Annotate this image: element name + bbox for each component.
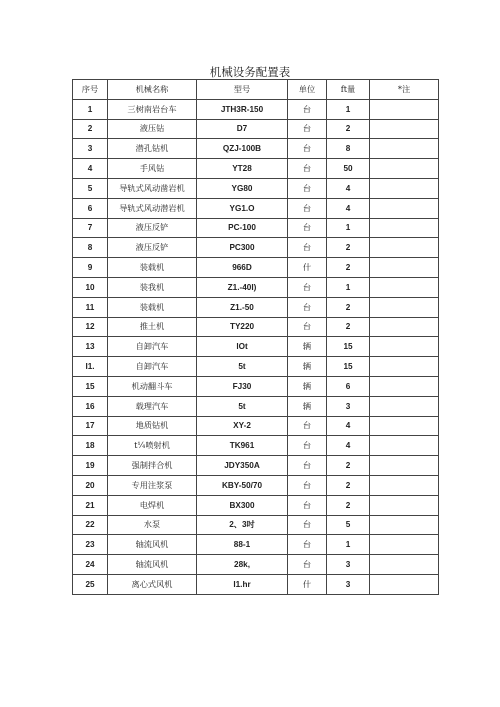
cell-no: 17 — [73, 416, 108, 436]
cell-name: 装载机 — [108, 258, 197, 278]
cell-no: 2 — [73, 119, 108, 139]
cell-no: 5 — [73, 178, 108, 198]
cell-qty: 2 — [327, 297, 370, 317]
table-row — [73, 396, 439, 416]
cell-name: 三树南岩台车 — [108, 99, 197, 119]
cell-unit: 台 — [288, 218, 327, 238]
cell-no: 13 — [73, 337, 108, 357]
cell-qty: 2 — [327, 119, 370, 139]
cell-qty: 3 — [327, 555, 370, 575]
cell-note — [370, 337, 439, 357]
cell-name: 自卸汽车 — [108, 357, 197, 377]
cell-no: 15 — [73, 376, 108, 396]
table-row — [73, 357, 439, 377]
cell-model: FJ30 — [197, 376, 288, 396]
cell-model: 2、3吋 — [197, 515, 288, 535]
cell-name: 强制拌合机 — [108, 456, 197, 476]
cell-no: 1 — [73, 99, 108, 119]
cell-no: 9 — [73, 258, 108, 278]
cell-qty: 15 — [327, 337, 370, 357]
cell-note — [370, 238, 439, 258]
cell-unit: 台 — [288, 119, 327, 139]
table-row — [73, 416, 439, 436]
cell-unit: 台 — [288, 515, 327, 535]
cell-model: JDY350A — [197, 456, 288, 476]
cell-unit: 台 — [288, 555, 327, 575]
cell-no: 6 — [73, 198, 108, 218]
table-title: 机械设务配置表 — [209, 65, 291, 79]
cell-name: 载理汽车 — [108, 396, 197, 416]
cell-no: 22 — [73, 515, 108, 535]
table-row — [73, 574, 439, 594]
cell-name: 装我机 — [108, 277, 197, 297]
cell-qty: 4 — [327, 198, 370, 218]
cell-model: YT28 — [197, 159, 288, 179]
cell-name: 导轨式风动潜岩机 — [108, 198, 197, 218]
cell-qty: 5 — [327, 515, 370, 535]
cell-qty: 2 — [327, 495, 370, 515]
cell-no: 16 — [73, 396, 108, 416]
cell-note — [370, 436, 439, 456]
table-row — [73, 337, 439, 357]
cell-no: 7 — [73, 218, 108, 238]
cell-qty: 4 — [327, 178, 370, 198]
cell-name: 轴流风机 — [108, 535, 197, 555]
cell-no: 25 — [73, 574, 108, 594]
cell-name: 装载机 — [108, 297, 197, 317]
cell-note — [370, 119, 439, 139]
cell-qty: 2 — [327, 475, 370, 495]
cell-unit: 台 — [288, 416, 327, 436]
header-note: *注 — [370, 80, 439, 100]
cell-model: 5t — [197, 396, 288, 416]
cell-note — [370, 99, 439, 119]
cell-note — [370, 416, 439, 436]
table-row — [73, 258, 439, 278]
cell-no: 8 — [73, 238, 108, 258]
table-header-row — [73, 80, 439, 100]
cell-model: Z1.-50 — [197, 297, 288, 317]
cell-unit: 台 — [288, 535, 327, 555]
cell-name: 机动翻斗车 — [108, 376, 197, 396]
cell-qty: 1 — [327, 535, 370, 555]
cell-unit: 台 — [288, 159, 327, 179]
table-row — [73, 218, 439, 238]
cell-unit: 台 — [288, 436, 327, 456]
cell-model: PC300 — [197, 238, 288, 258]
cell-no: 24 — [73, 555, 108, 575]
cell-note — [370, 376, 439, 396]
cell-note — [370, 277, 439, 297]
cell-qty: 1 — [327, 99, 370, 119]
cell-model: TK961 — [197, 436, 288, 456]
cell-unit: 台 — [288, 475, 327, 495]
cell-unit: 台 — [288, 139, 327, 159]
cell-no: 3 — [73, 139, 108, 159]
table-row — [73, 277, 439, 297]
cell-no: 12 — [73, 317, 108, 337]
cell-model: 88-1 — [197, 535, 288, 555]
table-row — [73, 535, 439, 555]
table-row — [73, 238, 439, 258]
header-qty: ft量 — [327, 80, 370, 100]
table-row — [73, 159, 439, 179]
cell-name: 离心式风机 — [108, 574, 197, 594]
cell-name: 电焊机 — [108, 495, 197, 515]
cell-name: 液压反铲 — [108, 218, 197, 238]
cell-unit: 辆 — [288, 376, 327, 396]
cell-qty: 2 — [327, 258, 370, 278]
header-unit: 单位 — [288, 80, 327, 100]
header-name: 机械名称 — [108, 80, 197, 100]
cell-unit: 台 — [288, 99, 327, 119]
cell-unit: 什 — [288, 574, 327, 594]
cell-name: 自卸汽车 — [108, 337, 197, 357]
cell-name: 专用注浆泵 — [108, 475, 197, 495]
cell-qty: 2 — [327, 238, 370, 258]
cell-qty: 6 — [327, 376, 370, 396]
cell-unit: 台 — [288, 238, 327, 258]
cell-note — [370, 139, 439, 159]
cell-unit: 什 — [288, 258, 327, 278]
cell-no: 4 — [73, 159, 108, 179]
cell-unit: 台 — [288, 178, 327, 198]
cell-name: 地质钻机 — [108, 416, 197, 436]
equipment-table — [72, 79, 439, 595]
cell-model: JTH3R-150 — [197, 99, 288, 119]
cell-unit: 台 — [288, 495, 327, 515]
table-row — [73, 456, 439, 476]
cell-model: YG1.O — [197, 198, 288, 218]
cell-note — [370, 515, 439, 535]
cell-qty: 1 — [327, 218, 370, 238]
cell-model: YG80 — [197, 178, 288, 198]
cell-model: 5t — [197, 357, 288, 377]
cell-unit: 台 — [288, 297, 327, 317]
cell-no: 19 — [73, 456, 108, 476]
cell-note — [370, 535, 439, 555]
table-row — [73, 119, 439, 139]
cell-model: KBY-50/70 — [197, 475, 288, 495]
cell-no: 23 — [73, 535, 108, 555]
cell-qty: 50 — [327, 159, 370, 179]
cell-note — [370, 456, 439, 476]
cell-model: QZJ-100B — [197, 139, 288, 159]
cell-qty: 1 — [327, 277, 370, 297]
cell-name: 潜孔钻机 — [108, 139, 197, 159]
cell-model: TY220 — [197, 317, 288, 337]
cell-note — [370, 555, 439, 575]
table-row — [73, 495, 439, 515]
cell-qty: 8 — [327, 139, 370, 159]
table-body — [73, 99, 439, 594]
cell-name: 导轨式风动凿岩机 — [108, 178, 197, 198]
header-no: 序号 — [73, 80, 108, 100]
cell-model: lOt — [197, 337, 288, 357]
table-row — [73, 376, 439, 396]
cell-model: XY-2 — [197, 416, 288, 436]
cell-qty: 3 — [327, 574, 370, 594]
table-row — [73, 515, 439, 535]
table-row — [73, 555, 439, 575]
cell-note — [370, 317, 439, 337]
table-row — [73, 475, 439, 495]
cell-qty: 2 — [327, 456, 370, 476]
cell-no: 21 — [73, 495, 108, 515]
cell-note — [370, 258, 439, 278]
cell-qty: 2 — [327, 317, 370, 337]
cell-name: 液压钻 — [108, 119, 197, 139]
header-model: 型号 — [197, 80, 288, 100]
cell-model: Z1.-40I) — [197, 277, 288, 297]
cell-name: 液压反铲 — [108, 238, 197, 258]
cell-note — [370, 396, 439, 416]
cell-note — [370, 198, 439, 218]
cell-note — [370, 297, 439, 317]
cell-name: t¼喷射机 — [108, 436, 197, 456]
cell-model: PC-100 — [197, 218, 288, 238]
cell-unit: 辆 — [288, 337, 327, 357]
cell-name: 推土机 — [108, 317, 197, 337]
cell-no: 10 — [73, 277, 108, 297]
table-row — [73, 297, 439, 317]
cell-unit: 台 — [288, 277, 327, 297]
cell-note — [370, 475, 439, 495]
cell-note — [370, 218, 439, 238]
table-row — [73, 317, 439, 337]
cell-no: 18 — [73, 436, 108, 456]
cell-no: 20 — [73, 475, 108, 495]
cell-model: 28k, — [197, 555, 288, 575]
cell-note — [370, 574, 439, 594]
cell-name: 轴流风机 — [108, 555, 197, 575]
table-row — [73, 139, 439, 159]
cell-unit: 台 — [288, 456, 327, 476]
cell-note — [370, 495, 439, 515]
cell-name: 水泵 — [108, 515, 197, 535]
cell-qty: 3 — [327, 396, 370, 416]
cell-note — [370, 159, 439, 179]
cell-unit: 台 — [288, 317, 327, 337]
cell-model: I1.hr — [197, 574, 288, 594]
table-row — [73, 178, 439, 198]
cell-no: I1. — [73, 357, 108, 377]
table-row — [73, 436, 439, 456]
cell-unit: 辆 — [288, 357, 327, 377]
cell-qty: 4 — [327, 416, 370, 436]
table-row — [73, 99, 439, 119]
cell-note — [370, 178, 439, 198]
cell-unit: 辆 — [288, 396, 327, 416]
cell-model: BX300 — [197, 495, 288, 515]
cell-qty: 15 — [327, 357, 370, 377]
cell-model: D7 — [197, 119, 288, 139]
cell-no: 11 — [73, 297, 108, 317]
cell-model: 966D — [197, 258, 288, 278]
cell-unit: 台 — [288, 198, 327, 218]
cell-qty: 4 — [327, 436, 370, 456]
cell-note — [370, 357, 439, 377]
table-row — [73, 198, 439, 218]
cell-name: 手风钻 — [108, 159, 197, 179]
